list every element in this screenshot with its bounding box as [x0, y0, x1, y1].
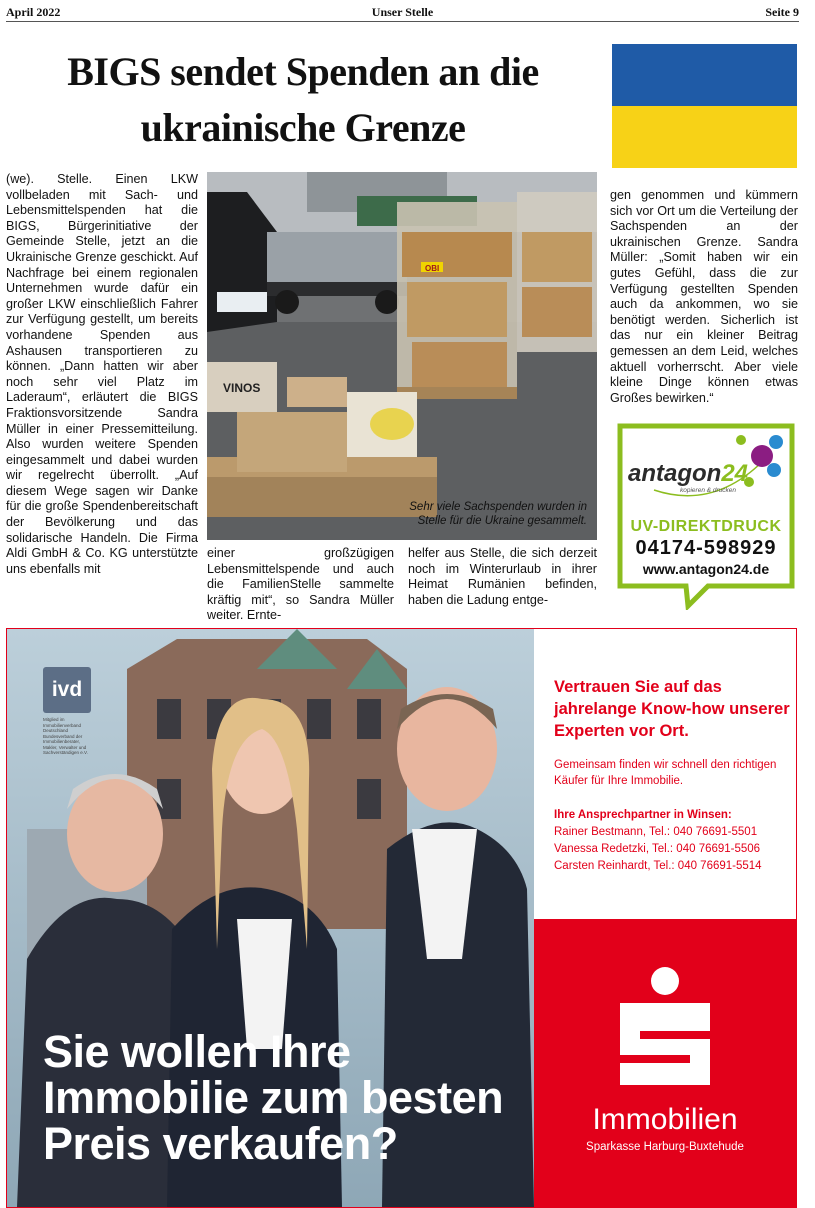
- flag-yellow-stripe: [612, 106, 797, 168]
- ad-contact-list: [554, 807, 794, 875]
- issue-date: April 2022: [6, 5, 61, 19]
- ad-body-text: Gemeinsam finden wir schnell den richtigen Käufer für Ihre Immobilie.: [554, 759, 777, 787]
- photo-label-box2: OBI: [425, 264, 440, 273]
- article-text-col2: einer großzügigen Lebensmittelspende und auch die FamilienStelle sammelte kräftig mit“, so Sandra Müller weiter. Ernte-: [207, 546, 394, 623]
- ad-info-panel: [534, 629, 796, 1207]
- article-text-col1: (we). Stelle. Einen LKW vollbeladen mit Sach- und Lebensmittelspenden hat die BIGS, Bürgerinitiative der Gemeinde Stelle, jetzt an die Ukrainische Grenze geschickt. Auf Nachfrage bei einem regionalen Unternehmen wurde dafür ein großer LKW einschließlich Fahrer zur Verfügung gestellt, um bereits vorhandene Spenden aus Ashausen transportieren zu können. „Dann hatten wir aber noch sehr viel Platz im Laderaum“, erläutert die BIGS Fraktionsvorsitzende Sandra Müller in einer Pressemitteilung. Also wurden weitere Spenden eingesammelt und dabei wurden wir regelrecht überrollt. „Auf diesem Wege sagen wir Danke für die große Spendenbereitschaft der Bevölkerung und das solidarische Handeln. Die Firma Aldi GmbH & Co. KG unterstützte uns ebenfalls mit: [6, 172, 198, 576]
- sparkasse-s-logo-icon: [534, 919, 796, 1099]
- contact-item: Carsten Reinhardt, Tel.: 040 76691-5514: [554, 860, 762, 872]
- ad-headline-line-1: Sie wollen Ihre: [43, 1026, 351, 1077]
- donation-pallets-image: [207, 172, 597, 540]
- ad-team-photo: [7, 629, 534, 1207]
- antagon24-logo: [628, 460, 748, 488]
- article-column-2: [207, 546, 394, 624]
- section-title: Unser Stelle: [371, 5, 434, 19]
- photo-label-box1: VINOS: [223, 381, 261, 395]
- antagon24-ad[interactable]: [614, 420, 798, 610]
- antagon-logo-main: antagon: [628, 460, 722, 487]
- brand-subtitle: Sparkasse Harburg-Buxtehude: [586, 1141, 744, 1153]
- article-photo: [207, 172, 597, 540]
- ivd-member-text: Mitglied im Immobilienverband Deutschland Bundesverband der Immobilienberater, Makler, Verwalter und Sachverständigen e.V.: [43, 717, 88, 755]
- photo-caption: Sehr viele Sachspenden wurden in Stelle für die Ukraine gesammelt.: [409, 501, 587, 527]
- sparkasse-brand-panel: [534, 919, 796, 1207]
- article-column-3: [408, 546, 597, 608]
- ukraine-flag: [612, 44, 797, 168]
- antagon-tagline: kopieren & drucken: [680, 487, 737, 494]
- article-text-col3: helfer aus Stelle, die sich derzeit noch im Winterurlaub in ihrer Heimat Rumänien befinden, haben die Ladung entge-: [408, 546, 597, 607]
- article-headline: [6, 44, 600, 156]
- ivd-logo: ivd: [43, 667, 91, 713]
- page-number: Seite 9: [765, 5, 799, 19]
- antagon-website-link[interactable]: www.antagon24.de: [642, 561, 770, 577]
- contact-item: Rainer Bestmann, Tel.: 040 76691-5501: [554, 826, 758, 838]
- ad-headline-line-3: Preis verkaufen?: [43, 1118, 398, 1169]
- sparkasse-immobilien-ad[interactable]: [6, 628, 797, 1208]
- article-column-4: [610, 188, 798, 406]
- antagon-phone: 04174-598929: [635, 537, 777, 559]
- contact-item: Vanessa Redetzki, Tel.: 040 76691-5506: [554, 843, 761, 855]
- flag-blue-stripe: [612, 44, 797, 106]
- ad-claim: Vertrauen Sie auf das jahrelange Know-how unserer Experten vor Ort.: [554, 678, 790, 740]
- article-column-1: [6, 172, 198, 577]
- brand-title: Immobilien: [592, 1103, 738, 1136]
- headline-line-1: BIGS sendet Spenden an die: [67, 49, 539, 94]
- ivd-member-badge: [43, 667, 95, 756]
- antagon-service: UV-DIREKTDRUCK: [630, 518, 782, 535]
- speech-bubble-frame: [614, 420, 798, 610]
- ad-headline-line-2: Immobilie zum besten: [43, 1072, 504, 1123]
- headline-line-2: ukrainische Grenze: [140, 105, 466, 150]
- article-text-col4: gen genommen und kümmern sich vor Ort um die Verteilung der Sachspenden an der ukrainischen Grenze. Sandra Müller: „Somit haben wir ein gutes Gefühl, dass die zur Verfügung gestellten Spenden auch da ankommen, wo sie benötigt werden. Sicherlich ist das nur ein kleiner Beitrag gemessen an dem Leid, welches aktuell vorherrscht. Aber viele kleine Dinge können etwas Großes bewirken.“: [610, 188, 798, 405]
- page-header: [6, 2, 799, 22]
- ad-headline: [43, 1026, 504, 1169]
- contacts-heading: Ihre Ansprechpartner in Winsen:: [554, 809, 732, 821]
- antagon-logo-number: 24: [721, 460, 749, 487]
